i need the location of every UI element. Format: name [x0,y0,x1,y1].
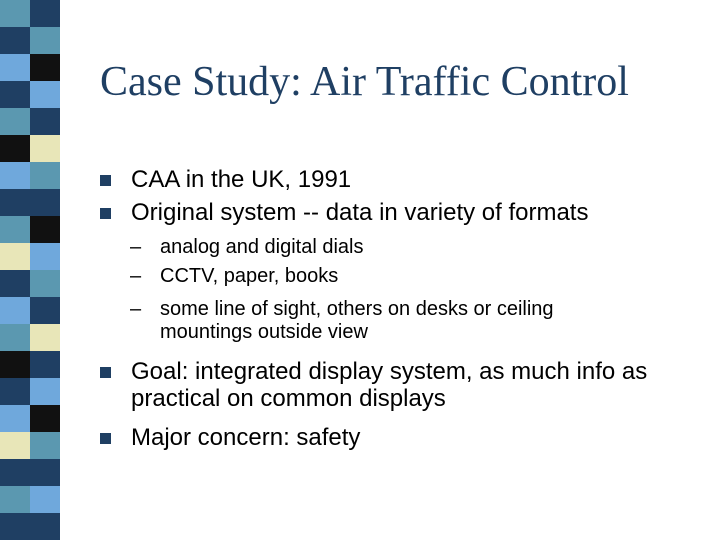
bullet-text: CAA in the UK, 1991 [131,166,352,193]
sub-bullet-item [130,298,650,344]
sub-bullet-item [130,265,338,288]
sub-bullet-text: analog and digital dials [160,236,364,258]
dash-marker: – [130,236,142,258]
square-bullet-icon [100,367,111,378]
page-title: Case Study: Air Traffic Control [100,59,629,105]
dash-marker: – [130,298,142,320]
square-bullet-icon [100,433,111,444]
strip-band [30,378,60,405]
strip-inner-column [30,0,60,540]
square-bullet-icon [100,208,111,219]
sub-bullet-item [130,236,364,259]
strip-band [30,324,60,351]
bullet-item [100,166,351,193]
strip-band [30,135,60,162]
square-bullet-icon [100,175,111,186]
strip-band [30,513,60,540]
sub-bullet-text: CCTV, paper, books [160,265,339,287]
strip-band [30,216,60,243]
bullet-item [100,424,360,451]
strip-band [30,297,60,324]
strip-band [30,162,60,189]
strip-band [30,54,60,81]
sub-bullet-text: some line of sight, others on desks or ceiling mountings outside view [160,298,554,343]
dash-marker: – [130,265,142,287]
bullet-item [100,358,700,412]
strip-band [30,270,60,297]
strip-band [30,27,60,54]
strip-band [30,459,60,486]
bullet-text: Major concern: safety [131,424,361,451]
strip-band [30,405,60,432]
bullet-text: Original system -- data in variety of formats [131,199,589,226]
strip-band [30,432,60,459]
strip-band [30,81,60,108]
strip-band [30,0,60,27]
bullet-text: Goal: integrated display system, as much info as practical on common displays [131,358,648,412]
strip-band [30,189,60,216]
bullet-item [100,199,588,226]
strip-band [30,243,60,270]
strip-band [30,351,60,378]
strip-band [30,108,60,135]
decorative-color-strip [0,0,60,540]
strip-band [30,486,60,513]
